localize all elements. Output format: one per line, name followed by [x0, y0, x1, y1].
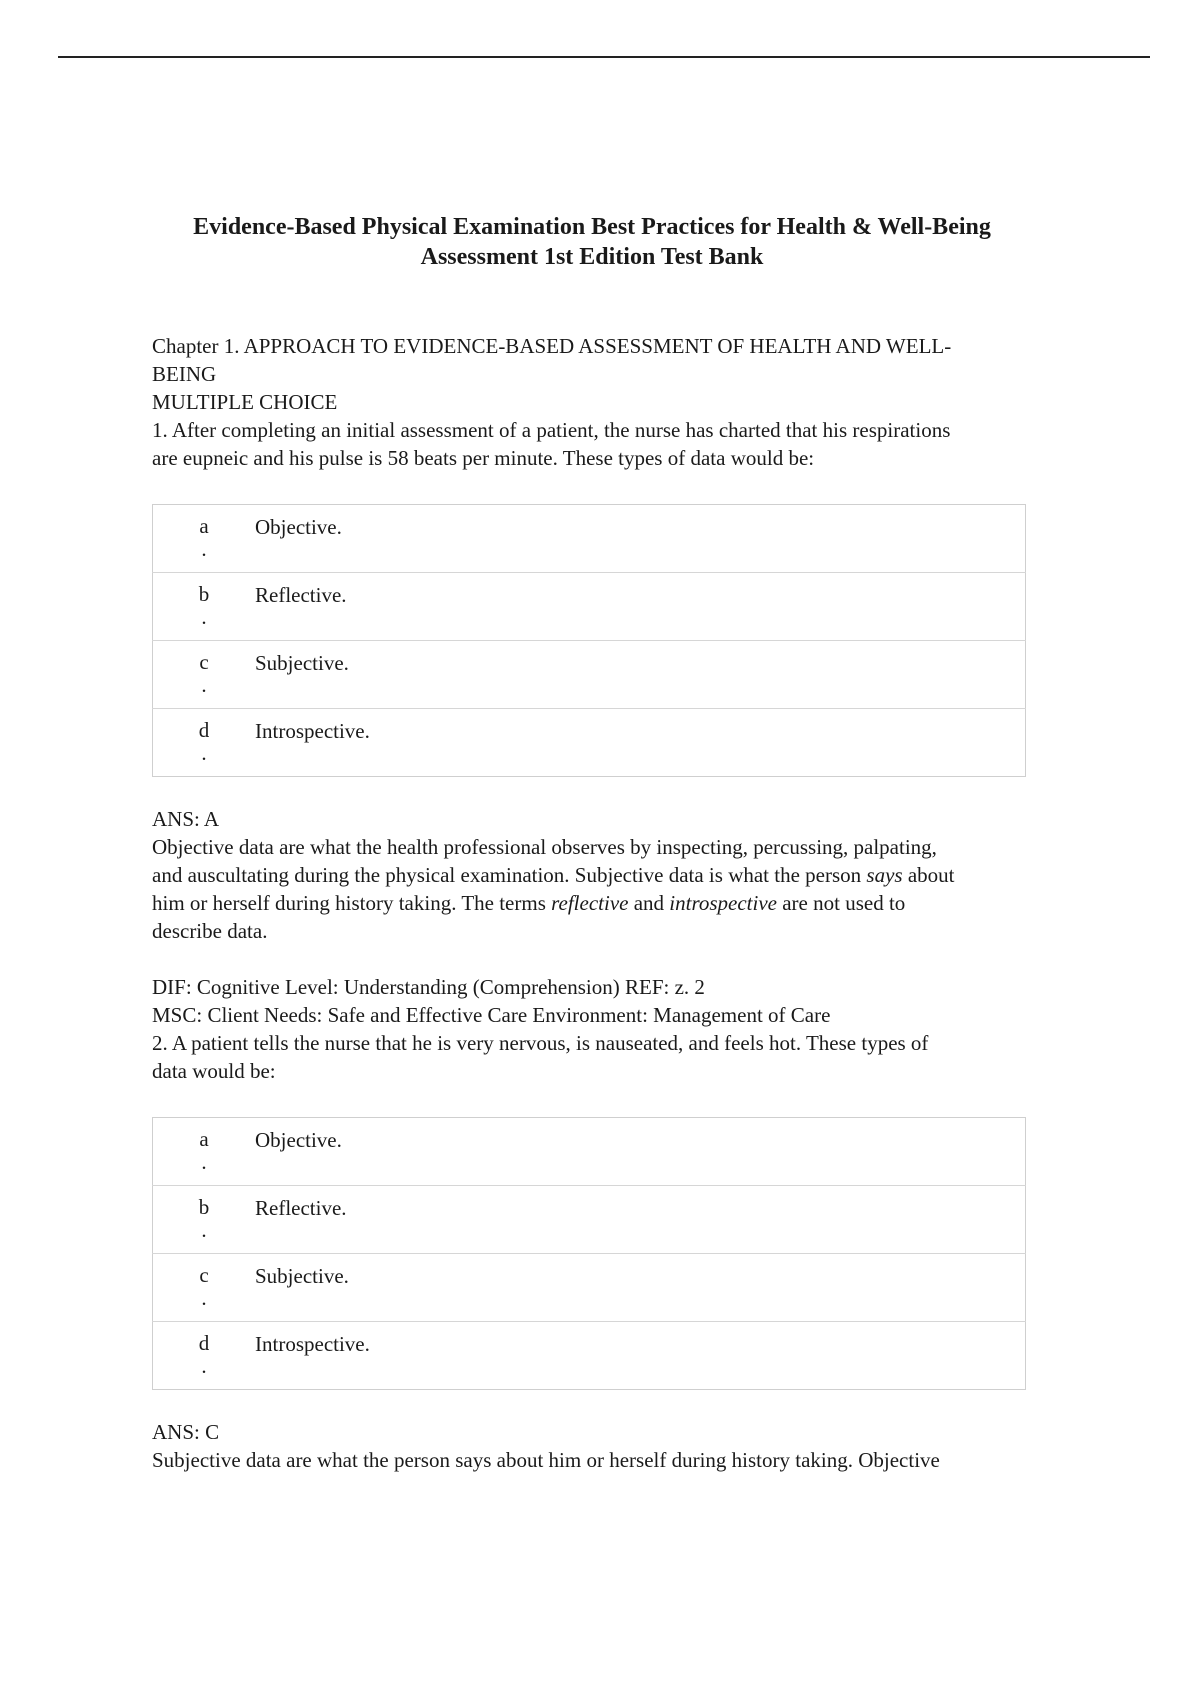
question-1-options	[152, 504, 1026, 777]
chapter-heading-line-2: BEING	[152, 362, 217, 386]
section-heading: MULTIPLE CHOICE	[152, 390, 338, 414]
rationale-text: about	[902, 863, 955, 887]
rationale-text: him or herself during history taking. The terms	[152, 891, 552, 915]
question-1-rationale-line-4: describe data.	[152, 919, 268, 943]
option-row	[153, 1322, 1026, 1390]
top-rule	[58, 56, 1150, 58]
option-text: Subjective.	[255, 641, 1026, 709]
question-1-rationale-line-2	[152, 861, 1032, 889]
option-letter: b	[198, 582, 210, 606]
option-dot: .	[201, 605, 207, 629]
option-dot: .	[201, 1218, 207, 1242]
option-letter: a	[199, 1127, 209, 1151]
option-letter: b	[198, 1195, 210, 1219]
question-1-dif: DIF: Cognitive Level: Understanding (Comprehension) REF: z. 2	[152, 975, 705, 999]
option-text: Objective.	[255, 515, 342, 539]
rationale-text: are not used to	[776, 891, 906, 915]
option-letter: d	[198, 1331, 210, 1355]
option-letter: c	[199, 1263, 209, 1287]
question-1-msc: MSC: Client Needs: Safe and Effective Care Environment: Management of Care	[152, 1003, 831, 1027]
title-line-1: Evidence-Based Physical Examination Best Practices for Health & Well-Being	[193, 214, 991, 240]
option-text: Reflective.	[255, 573, 1026, 641]
option-text: Introspective.	[255, 1322, 1026, 1390]
question-2-rationale-line-1: Subjective data are what the person says about him or herself during history taking. Objective	[152, 1448, 940, 1472]
question-1-stem-line-2: are eupneic and his pulse is 58 beats per minute. These types of data would be:	[152, 446, 815, 470]
option-dot: .	[201, 741, 207, 765]
rationale-text: and	[628, 891, 670, 915]
question-2-stem-line-2: data would be:	[152, 1059, 276, 1083]
option-dot: .	[201, 537, 207, 561]
question-1-rationale-line-1: Objective data are what the health professional observes by inspecting, percussing, palpating,	[152, 835, 937, 859]
option-row	[153, 1254, 1026, 1322]
question-1-stem-line-1: 1. After completing an initial assessment of a patient, the nurse has charted that his respirations	[152, 418, 951, 442]
document-title	[152, 212, 1032, 272]
chapter-heading-line-1: Chapter 1. APPROACH TO EVIDENCE-BASED ASSESSMENT OF HEALTH AND WELL-	[152, 334, 952, 358]
question-1-answer: ANS: A	[152, 807, 220, 831]
option-text: Introspective.	[255, 709, 1026, 777]
option-row	[153, 709, 1026, 777]
option-dot: .	[201, 1150, 207, 1174]
rationale-emphasis: introspective	[669, 891, 777, 915]
question-2-options	[152, 1117, 1026, 1390]
document-page	[152, 212, 1032, 1474]
option-text: Reflective.	[255, 1186, 1026, 1254]
option-row	[153, 1186, 1026, 1254]
option-dot: .	[201, 1286, 207, 1310]
option-row	[153, 505, 1026, 573]
rationale-emphasis: reflective	[551, 891, 629, 915]
option-dot: .	[201, 673, 207, 697]
rationale-emphasis: says	[866, 863, 903, 887]
option-row	[153, 641, 1026, 709]
title-line-2: Assessment 1st Edition Test Bank	[420, 244, 764, 270]
option-row	[153, 573, 1026, 641]
option-letter: a	[199, 514, 209, 538]
option-text: Subjective.	[255, 1254, 1026, 1322]
option-letter: c	[199, 650, 209, 674]
option-dot: .	[201, 1354, 207, 1378]
rationale-text: and auscultating during the physical examination. Subjective data is what the person	[152, 863, 867, 887]
option-row	[153, 1118, 1026, 1186]
option-letter: d	[198, 718, 210, 742]
question-2-answer: ANS: C	[152, 1420, 220, 1444]
question-2-stem-line-1: 2. A patient tells the nurse that he is very nervous, is nauseated, and feels hot. These types of	[152, 1031, 929, 1055]
question-1-rationale-line-3	[152, 889, 1032, 917]
option-text: Objective.	[255, 1128, 342, 1152]
